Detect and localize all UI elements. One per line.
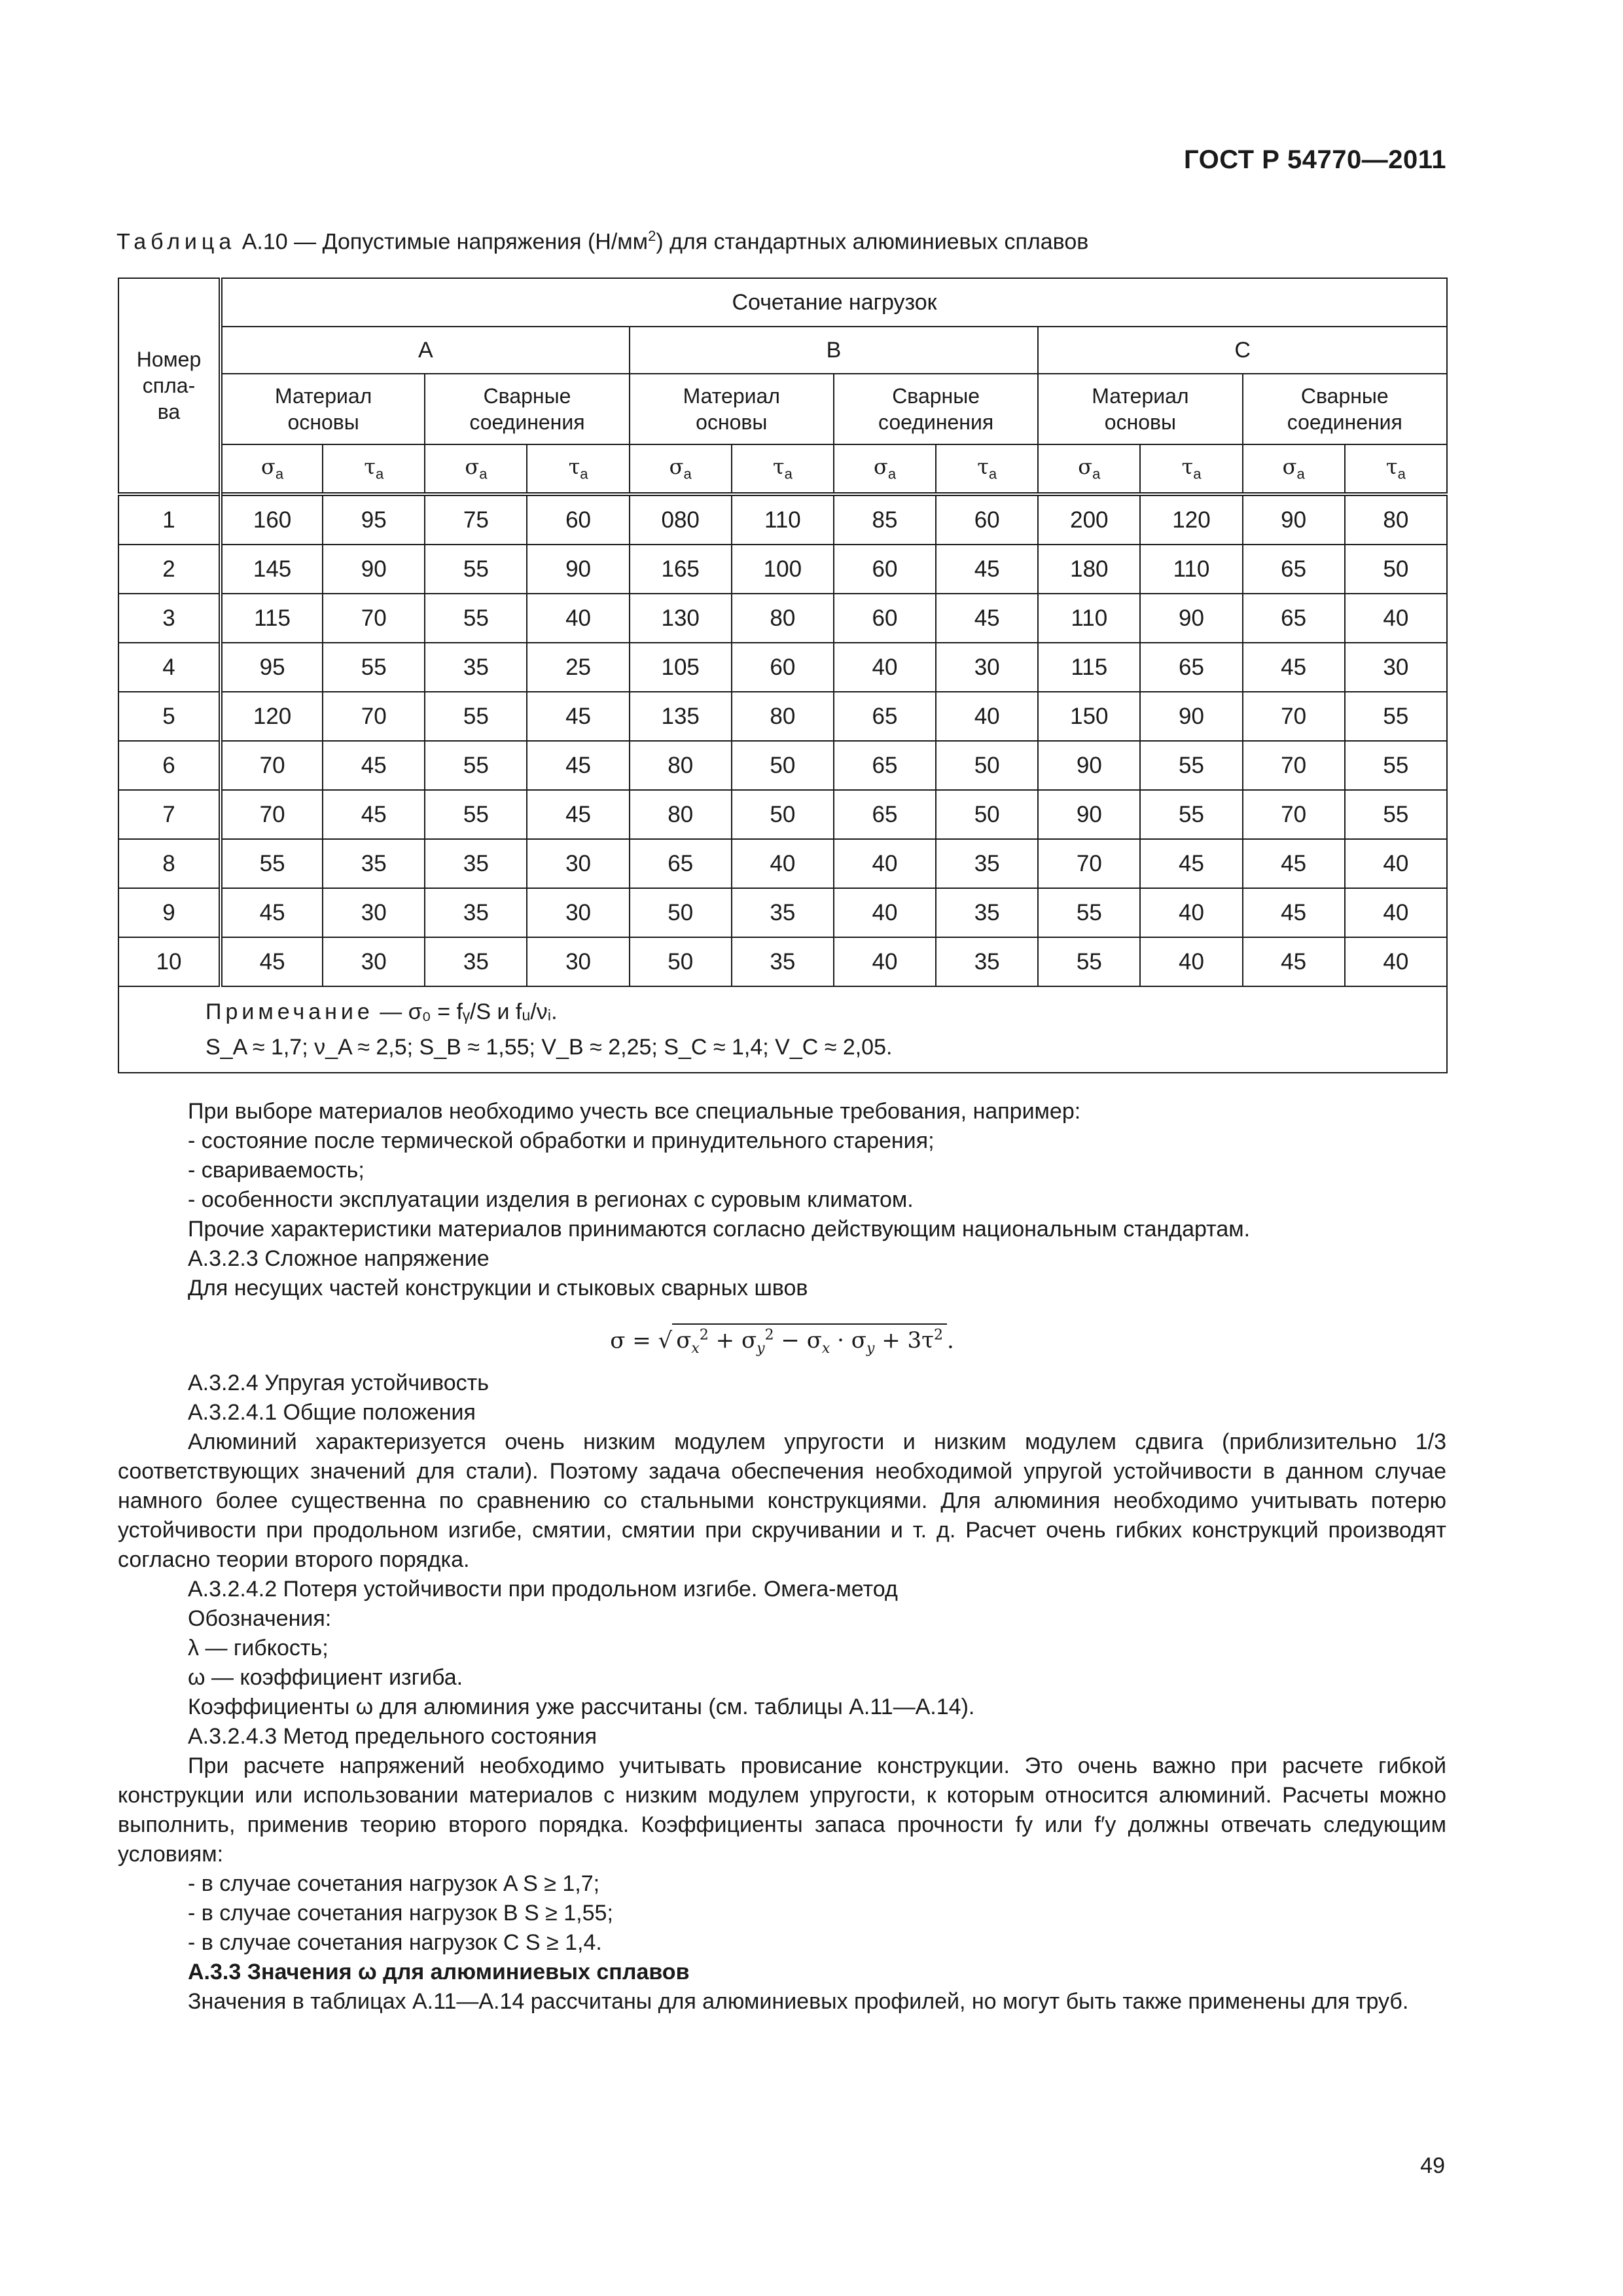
stress-value-cell: 70 xyxy=(221,741,323,790)
sigma-symbol: σ xyxy=(1078,454,1093,480)
stress-value-cell: 95 xyxy=(323,494,425,545)
stress-value-cell: 50 xyxy=(1345,545,1447,594)
alloy-number-cell: 10 xyxy=(118,937,221,986)
tau-symbol: τ xyxy=(1181,454,1194,480)
paragraph: Значения в таблицах А.11—А.14 рассчитаны для алюминиевых профилей, но могут быть также применены для труб. xyxy=(188,1989,1409,2014)
sigma-a-header xyxy=(834,444,936,494)
stress-value-cell: 75 xyxy=(425,494,527,545)
note-label: Примечание xyxy=(205,999,374,1024)
tau-symbol: τ xyxy=(772,454,785,480)
alloy-number-header-line3: ва xyxy=(157,400,181,423)
stress-value-cell: 50 xyxy=(630,937,732,986)
table-row xyxy=(118,790,1447,839)
welded-joint-header xyxy=(1243,374,1447,444)
subscript-a: a xyxy=(683,465,692,482)
stress-value-cell: 80 xyxy=(1345,494,1447,545)
table-row xyxy=(118,594,1447,643)
combo-header-c: C xyxy=(1038,327,1447,374)
stress-value-cell: 55 xyxy=(425,594,527,643)
table-caption xyxy=(116,228,1088,255)
stress-value-cell: 45 xyxy=(1243,643,1345,692)
combo-header-a: A xyxy=(221,327,630,374)
weld-header-line1: Сварные xyxy=(483,384,571,408)
stress-value-cell: 45 xyxy=(1140,839,1242,888)
material-header-line1: Материал xyxy=(1092,384,1189,408)
sigma-symbol: σ xyxy=(465,454,480,480)
subscript-a: a xyxy=(1092,465,1101,482)
stress-value-cell: 40 xyxy=(1140,888,1242,937)
stress-value-cell: 45 xyxy=(323,790,425,839)
weld-header-line1: Сварные xyxy=(1300,384,1389,408)
alloy-number-header-line1: Номер xyxy=(136,348,202,371)
stress-value-cell: 45 xyxy=(527,741,629,790)
material-header-line1: Материал xyxy=(683,384,780,408)
alloy-number-header-line2: спла- xyxy=(142,374,196,397)
sigma-symbol: σ xyxy=(1282,454,1297,480)
document-id: ГОСТ Р 54770—2011 xyxy=(1184,145,1446,174)
stress-value-cell: 40 xyxy=(1140,937,1242,986)
alloy-number-cell: 8 xyxy=(118,839,221,888)
paragraph: При расчете напряжений необходимо учитывать провисание конструкции. Это очень важно при расчете гибкой конструкции или использовании материалов с низким модулем упругости, к которым относится алюминий. Расчеты можно выполнить, применив теорию второго порядка. Коэффициенты запаса прочности fy или f′y должны отвечать следующим условиям: xyxy=(118,1753,1446,1867)
subscript-a: a xyxy=(580,465,588,482)
stress-value-cell: 35 xyxy=(323,839,425,888)
stress-value-cell: 30 xyxy=(323,888,425,937)
subscript-a: a xyxy=(275,465,284,482)
list-item: - состояние после термической обработки и принудительного старения; xyxy=(188,1128,935,1153)
stress-value-cell: 110 xyxy=(1140,545,1242,594)
stress-value-cell: 45 xyxy=(323,741,425,790)
stress-value-cell: 65 xyxy=(1243,545,1345,594)
stress-value-cell: 40 xyxy=(1345,888,1447,937)
stress-value-cell: 65 xyxy=(834,741,936,790)
tau-a-header xyxy=(1345,444,1447,494)
note-line-2: S_A ≈ 1,7; ν_A ≈ 2,5; S_B ≈ 1,55; V_B ≈ 2,25; S_C ≈ 1,4; V_C ≈ 2,05. xyxy=(205,1035,893,1060)
stress-value-cell: 55 xyxy=(1345,790,1447,839)
list-item: - в случае сочетания нагрузок B S ≥ 1,55; xyxy=(188,1901,613,1926)
stress-value-cell: 30 xyxy=(323,937,425,986)
table-caption-label: Таблица xyxy=(116,229,236,255)
stress-value-cell: 65 xyxy=(834,692,936,741)
stress-value-cell: 90 xyxy=(1038,790,1140,839)
tau-a-header xyxy=(732,444,834,494)
alloy-number-cell: 6 xyxy=(118,741,221,790)
stress-value-cell: 55 xyxy=(425,790,527,839)
complex-stress-formula: σ = √ $\sigma_x^2 + \sigma_y^2 - \sigma_x \cdot \sigma_y + 3\tau^2$ . xyxy=(118,1303,1446,1369)
table-row xyxy=(118,692,1447,741)
stress-value-cell: 25 xyxy=(527,643,629,692)
stress-value-cell: 55 xyxy=(1038,937,1140,986)
subscript-a: a xyxy=(988,465,997,482)
stress-value-cell: 70 xyxy=(1038,839,1140,888)
stress-value-cell: 160 xyxy=(221,494,323,545)
section-heading: А.3.2.4.3 Метод предельного состояния xyxy=(188,1724,597,1749)
stress-value-cell: 105 xyxy=(630,643,732,692)
stress-value-cell: 80 xyxy=(630,741,732,790)
stress-value-cell: 165 xyxy=(630,545,732,594)
subscript-a: a xyxy=(1397,465,1406,482)
tau-a-header xyxy=(527,444,629,494)
stress-value-cell: 50 xyxy=(732,741,834,790)
stress-value-cell: 30 xyxy=(936,643,1038,692)
stress-value-cell: 30 xyxy=(527,888,629,937)
subscript-a: a xyxy=(375,465,384,482)
alloy-number-cell: 5 xyxy=(118,692,221,741)
stress-value-cell: 45 xyxy=(936,545,1038,594)
tau-symbol: τ xyxy=(568,454,580,480)
stress-value-cell: 40 xyxy=(834,643,936,692)
alloy-number-header xyxy=(118,278,221,494)
stress-value-cell: 45 xyxy=(1243,839,1345,888)
stress-value-cell: 90 xyxy=(323,545,425,594)
paragraph: Алюминий характеризуется очень низким модулем упругости и низким модулем сдвига (приблизительно 1/3 соответствующих значений для стали). Поэтому задача обеспечения необходимой упругой устойчивости в данном случае намного более существенна по сравнению со стальными конструкциями. Для алюминия необходимо учитывать потерю устойчивости при продольном изгибе, смятии, смятии при скручивании и т. д. Расчет очень гибких конструкций производят согласно теории второго порядка. xyxy=(118,1429,1446,1572)
stress-value-cell: 55 xyxy=(1038,888,1140,937)
base-material-header xyxy=(221,374,425,444)
stress-value-cell: 70 xyxy=(1243,692,1345,741)
stress-value-cell: 50 xyxy=(936,790,1038,839)
alloy-number-cell: 4 xyxy=(118,643,221,692)
table-row xyxy=(118,937,1447,986)
stress-value-cell: 60 xyxy=(527,494,629,545)
welded-joint-header xyxy=(425,374,629,444)
table-note xyxy=(118,986,1447,1073)
stress-value-cell: 30 xyxy=(1345,643,1447,692)
sigma-a-header xyxy=(630,444,732,494)
subscript-a: a xyxy=(1296,465,1305,482)
stress-value-cell: 80 xyxy=(732,594,834,643)
welded-joint-header xyxy=(834,374,1038,444)
stress-value-cell: 90 xyxy=(1140,692,1242,741)
list-item: - особенности эксплуатации изделия в регионах с суровым климатом. xyxy=(188,1187,914,1212)
note-line-1-text: — σ₀ = fᵧ/S и fᵤ/νᵢ. xyxy=(380,999,558,1024)
paragraph: При выборе материалов необходимо учесть все специальные требования, например: xyxy=(188,1099,1081,1124)
material-header-line2: основы xyxy=(696,410,768,434)
tau-symbol: τ xyxy=(977,454,989,480)
stress-value-cell: 90 xyxy=(1038,741,1140,790)
subscript-a: a xyxy=(1193,465,1202,482)
table-row xyxy=(118,545,1447,594)
stress-value-cell: 60 xyxy=(936,494,1038,545)
table-caption-tail: ) для стандартных алюминиевых сплавов xyxy=(656,229,1089,255)
page-number: 49 xyxy=(1420,2153,1445,2178)
stress-value-cell: 40 xyxy=(1345,937,1447,986)
stress-value-cell: 35 xyxy=(732,888,834,937)
stress-value-cell: 55 xyxy=(323,643,425,692)
stress-value-cell: 120 xyxy=(221,692,323,741)
table-row xyxy=(118,643,1447,692)
stress-value-cell: 60 xyxy=(834,594,936,643)
paragraph: Для несущих частей конструкции и стыковых сварных швов xyxy=(188,1276,808,1300)
list-item: - в случае сочетания нагрузок A S ≥ 1,7; xyxy=(188,1871,600,1896)
base-material-header xyxy=(1038,374,1242,444)
stress-value-cell: 60 xyxy=(732,643,834,692)
table-row xyxy=(118,888,1447,937)
stress-value-cell: 60 xyxy=(834,545,936,594)
stress-value-cell: 70 xyxy=(1243,790,1345,839)
stress-value-cell: 90 xyxy=(1140,594,1242,643)
alloy-number-cell: 3 xyxy=(118,594,221,643)
alloy-number-cell: 7 xyxy=(118,790,221,839)
stress-value-cell: 40 xyxy=(527,594,629,643)
stress-table xyxy=(118,278,1448,1073)
stress-value-cell: 115 xyxy=(1038,643,1140,692)
stress-value-cell: 30 xyxy=(527,839,629,888)
stress-value-cell: 80 xyxy=(630,790,732,839)
stress-value-cell: 30 xyxy=(527,937,629,986)
stress-value-cell: 70 xyxy=(323,692,425,741)
stress-value-cell: 130 xyxy=(630,594,732,643)
stress-value-cell: 40 xyxy=(834,937,936,986)
paragraph: Коэффициенты ω для алюминия уже рассчитаны (см. таблицы А.11—А.14). xyxy=(188,1695,975,1719)
stress-value-cell: 40 xyxy=(834,888,936,937)
stress-value-cell: 35 xyxy=(425,839,527,888)
subscript-a: a xyxy=(784,465,793,482)
stress-value-cell: 45 xyxy=(936,594,1038,643)
paragraph: Обозначения: xyxy=(188,1606,332,1631)
tau-a-header xyxy=(1140,444,1242,494)
sigma-symbol: σ xyxy=(873,454,888,480)
weld-header-line1: Сварные xyxy=(892,384,980,408)
sigma-a-header xyxy=(425,444,527,494)
stress-value-cell: 45 xyxy=(527,692,629,741)
subscript-a: a xyxy=(887,465,897,482)
stress-value-cell: 120 xyxy=(1140,494,1242,545)
stress-value-cell: 70 xyxy=(1243,741,1345,790)
note-line-1 xyxy=(205,994,1446,1030)
alloy-number-cell: 2 xyxy=(118,545,221,594)
stress-value-cell: 110 xyxy=(732,494,834,545)
material-header-line1: Материал xyxy=(274,384,372,408)
stress-value-cell: 45 xyxy=(527,790,629,839)
stress-value-cell: 35 xyxy=(425,643,527,692)
stress-value-cell: 145 xyxy=(221,545,323,594)
list-item: λ — гибкость; xyxy=(188,1636,329,1660)
stress-value-cell: 65 xyxy=(630,839,732,888)
tau-a-header xyxy=(936,444,1038,494)
stress-value-cell: 55 xyxy=(425,692,527,741)
material-header-line2: основы xyxy=(1104,410,1177,434)
table-caption-sup: 2 xyxy=(648,228,656,244)
stress-value-cell: 55 xyxy=(1140,790,1242,839)
paragraph: Прочие характеристики материалов принимаются согласно действующим национальным стандартам. xyxy=(188,1217,1251,1242)
stress-value-cell: 45 xyxy=(1243,937,1345,986)
stress-value-cell: 150 xyxy=(1038,692,1140,741)
stress-value-cell: 35 xyxy=(936,888,1038,937)
stress-value-cell: 45 xyxy=(221,937,323,986)
stress-value-cell: 70 xyxy=(323,594,425,643)
body-text xyxy=(118,1097,1446,2017)
stress-value-cell: 35 xyxy=(425,937,527,986)
sigma-a-header xyxy=(221,444,323,494)
stress-value-cell: 45 xyxy=(221,888,323,937)
stress-value-cell: 110 xyxy=(1038,594,1140,643)
stress-value-cell: 80 xyxy=(732,692,834,741)
stress-value-cell: 40 xyxy=(1345,594,1447,643)
section-heading: А.3.2.4.1 Общие положения xyxy=(188,1400,476,1425)
stress-value-cell: 70 xyxy=(221,790,323,839)
stress-value-cell: 85 xyxy=(834,494,936,545)
section-heading: А.3.2.4 Упругая устойчивость xyxy=(188,1371,489,1395)
alloy-number-cell: 9 xyxy=(118,888,221,937)
subscript-a: a xyxy=(479,465,488,482)
table-row xyxy=(118,839,1447,888)
stress-value-cell: 55 xyxy=(221,839,323,888)
stress-value-cell: 65 xyxy=(1140,643,1242,692)
list-item: - в случае сочетания нагрузок C S ≥ 1,4. xyxy=(188,1930,602,1955)
tau-symbol: τ xyxy=(1385,454,1398,480)
stress-value-cell: 40 xyxy=(1345,839,1447,888)
material-header-line2: основы xyxy=(287,410,359,434)
stress-value-cell: 35 xyxy=(936,937,1038,986)
weld-header-line2: соединения xyxy=(878,410,994,434)
stress-value-cell: 50 xyxy=(630,888,732,937)
base-material-header xyxy=(630,374,834,444)
stress-value-cell: 55 xyxy=(1345,692,1447,741)
sigma-symbol: σ xyxy=(669,454,684,480)
table-caption-text: А.10 — Допустимые напряжения (Н/мм xyxy=(236,229,649,255)
stress-value-cell: 55 xyxy=(425,741,527,790)
tau-symbol: τ xyxy=(364,454,376,480)
stress-value-cell: 40 xyxy=(732,839,834,888)
stress-value-cell: 200 xyxy=(1038,494,1140,545)
section-heading: А.3.2.4.2 Потеря устойчивости при продольном изгибе. Омега-метод xyxy=(188,1577,898,1602)
section-heading: А.3.2.3 Сложное напряжение xyxy=(188,1246,490,1271)
stress-value-cell: 35 xyxy=(936,839,1038,888)
stress-value-cell: 55 xyxy=(1345,741,1447,790)
stress-value-cell: 135 xyxy=(630,692,732,741)
alloy-number-cell: 1 xyxy=(118,494,221,545)
sigma-a-header xyxy=(1243,444,1345,494)
sigma-a-header xyxy=(1038,444,1140,494)
stress-value-cell: 45 xyxy=(1243,888,1345,937)
stress-value-cell: 115 xyxy=(221,594,323,643)
section-heading: А.3.3 Значения ω для алюминиевых сплавов xyxy=(188,1960,690,1984)
stress-value-cell: 40 xyxy=(834,839,936,888)
sigma-symbol: σ xyxy=(261,454,276,480)
weld-header-line2: соединения xyxy=(1287,410,1402,434)
table-row xyxy=(118,741,1447,790)
load-combination-header: Сочетание нагрузок xyxy=(221,278,1447,327)
stress-value-cell: 50 xyxy=(936,741,1038,790)
stress-value-cell: 100 xyxy=(732,545,834,594)
stress-value-cell: 180 xyxy=(1038,545,1140,594)
stress-value-cell: 080 xyxy=(630,494,732,545)
list-item: ω — коэффициент изгиба. xyxy=(188,1665,463,1690)
stress-value-cell: 50 xyxy=(732,790,834,839)
weld-header-line2: соединения xyxy=(469,410,585,434)
stress-value-cell: 40 xyxy=(936,692,1038,741)
stress-value-cell: 65 xyxy=(1243,594,1345,643)
stress-value-cell: 35 xyxy=(732,937,834,986)
stress-value-cell: 90 xyxy=(527,545,629,594)
stress-value-cell: 90 xyxy=(1243,494,1345,545)
stress-value-cell: 55 xyxy=(425,545,527,594)
table-row xyxy=(118,494,1447,545)
stress-value-cell: 55 xyxy=(1140,741,1242,790)
stress-value-cell: 65 xyxy=(834,790,936,839)
list-item: - свариваемость; xyxy=(188,1158,365,1183)
stress-value-cell: 95 xyxy=(221,643,323,692)
combo-header-b: B xyxy=(630,327,1039,374)
stress-value-cell: 35 xyxy=(425,888,527,937)
tau-a-header xyxy=(323,444,425,494)
